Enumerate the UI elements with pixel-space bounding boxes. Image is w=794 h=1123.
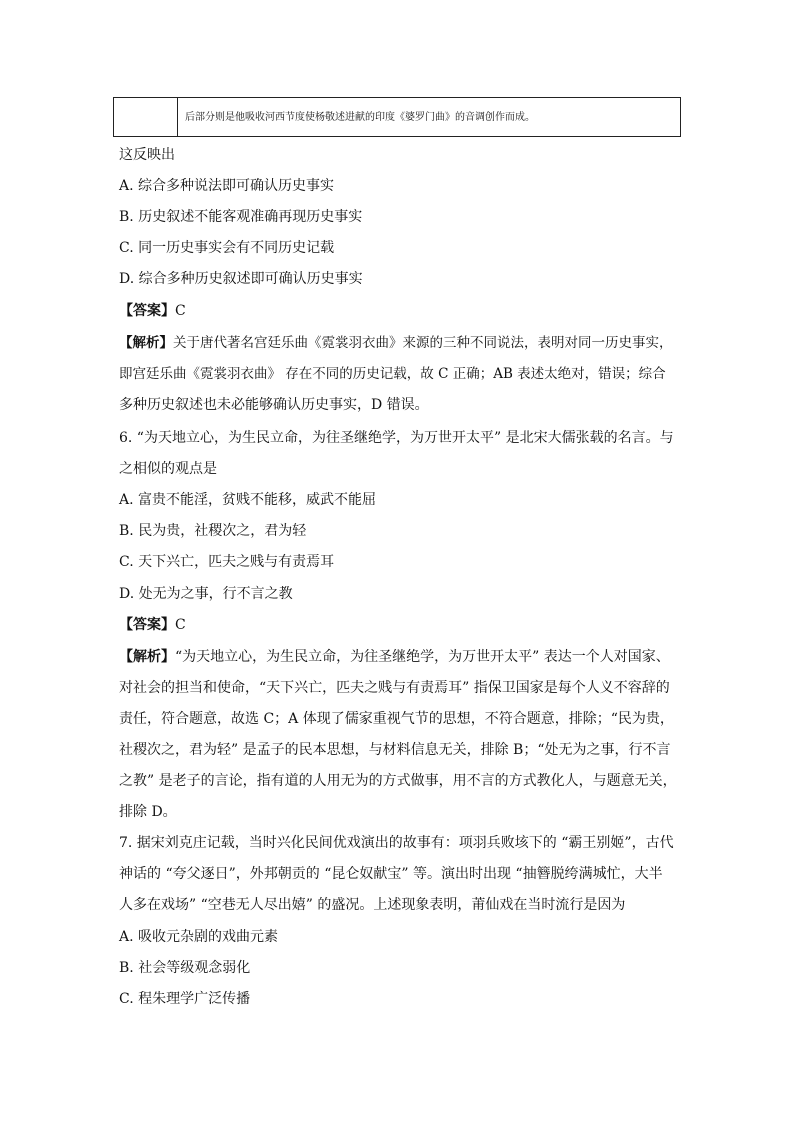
q5-option-c: C. 同一历史事实会有不同历史记载: [119, 240, 335, 256]
answer-value: C: [175, 303, 186, 319]
q5-answer: [119, 301, 186, 321]
q6-analysis-line-5: 之教” 是老子的言论，指有道的人用无为的方式做事，用不言的方式教化人，与题意无关，: [119, 773, 677, 789]
q7-option-a: A. 吸收元杂剧的戏曲元素: [119, 929, 279, 945]
q6-stem-line-2: 之相似的观点是: [119, 461, 217, 477]
answer-value: C: [175, 617, 186, 633]
q6-option-a: A. 富贵不能淫，贫贱不能移，威武不能屈: [119, 492, 377, 508]
source-table-row: [113, 97, 681, 137]
q5-option-b: B. 历史叙述不能客观准确再现历史事实: [119, 209, 363, 225]
q6-analysis-line-6: 排除 D。: [119, 804, 177, 820]
q6-option-d: D. 处无为之事，行不言之教: [119, 586, 293, 602]
q7-option-b: B. 社会等级观念弱化: [119, 960, 251, 976]
q6-stem-line-1: 6. “为天地立心，为生民立命，为往圣继绝学，为万世开太平” 是北宋大儒张载的名言。与: [119, 430, 674, 446]
analysis-text: 关于唐代著名宫廷乐曲《霓裳羽衣曲》来源的三种不同说法，表明对同一历史事实，: [173, 335, 673, 351]
analysis-text: “为天地立心，为生民立命，为往圣继绝学，为万世开太平” 表达一个人对国家、: [175, 649, 670, 665]
q5-stem-end: 这反映出: [119, 147, 175, 163]
q5-analysis-line-3: 多种历史叙述也未必能够确认历史事实，D 错误。: [119, 397, 429, 413]
q5-analysis-line-2: 即宫廷乐曲《霓裳羽衣曲》 存在不同的历史记载，故 C 正确；AB 表述太绝对，错误；综合: [119, 366, 666, 382]
q6-option-c: C. 天下兴亡，匹夫之贱与有责焉耳: [119, 554, 335, 570]
q6-analysis-line-4: 社稷次之，君为轻” 是孟子的民本思想，与材料信息无关，排除 B；“处无为之事，行不言: [119, 742, 671, 758]
answer-label: 【答案】: [119, 617, 175, 633]
analysis-label: 【解析】: [119, 335, 173, 351]
q6-analysis-line-2: 对社会的担当和使命，“天下兴亡，匹夫之贱与有责焉耳” 指保卫国家是每个人义不容辞的: [119, 680, 670, 696]
table-empty-cell: [114, 98, 178, 136]
q5-analysis-line-1: [119, 333, 673, 353]
q5-option-a: A. 综合多种说法即可确认历史事实: [119, 178, 335, 194]
q7-stem-line-2: 神话的 “夸父逐日”，外邦朝贡的 “昆仑奴献宝” 等。演出时出现 “抽簪脱绔满城忙，大半: [119, 866, 663, 882]
q6-analysis-line-1: [119, 647, 670, 667]
table-text-cell: 后部分则是他吸收河西节度使杨敬述进献的印度《婆罗门曲》的音调创作而成。: [185, 112, 535, 123]
q6-answer: [119, 615, 186, 635]
q6-analysis-line-3: 责任，符合题意，故选 C；A 体现了儒家重视气节的思想，不符合题意，排除；“民为贵，: [119, 711, 674, 727]
analysis-label: 【解析】: [119, 649, 175, 665]
q7-stem-line-3: 人多在戏场” “空巷无人尽出嬉” 的盛况。上述现象表明，莆仙戏在当时流行是因为: [119, 897, 626, 913]
answer-label: 【答案】: [119, 303, 175, 319]
q7-stem-line-1: 7. 据宋刘克庄记载，当时兴化民间优戏演出的故事有：项羽兵败垓下的 “霸王别姬”，古代: [119, 835, 674, 851]
q5-option-d: D. 综合多种历史叙述即可确认历史事实: [119, 271, 363, 287]
q6-option-b: B. 民为贵，社稷次之，君为轻: [119, 523, 307, 539]
q7-option-c: C. 程朱理学广泛传播: [119, 991, 251, 1007]
